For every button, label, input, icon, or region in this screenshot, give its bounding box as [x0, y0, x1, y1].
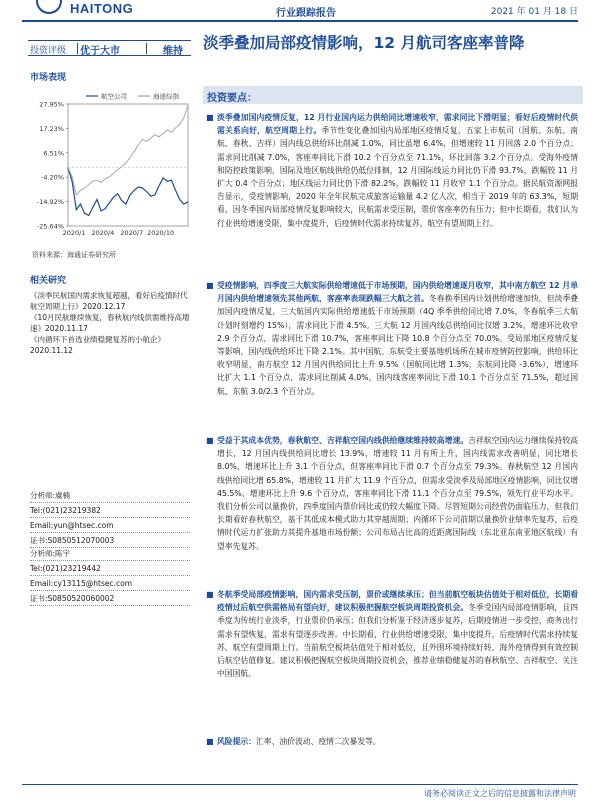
- key-points-label: 投资要点：: [207, 93, 257, 104]
- x-tick-label: 2020/1: [62, 229, 86, 237]
- x-tick-label: 2020/10: [147, 229, 175, 237]
- key-point: [206, 588, 578, 680]
- bullet-icon: ■: [206, 113, 214, 122]
- key-point-highlight: 冬航季受局部疫情影响，国内需求受压制，票价或继续承压；但当前航空板块估值处于相对低位，长期看疫情过后航空供需格局有望向好，建议积极把握航空板块周期投资机会。: [217, 590, 578, 613]
- analyst-cert: 证书:S0850512070003: [30, 533, 190, 548]
- key-point-highlight: 受疫情影响，四季度三大航实际供给增速低于市场预期，国内供给增速逐月收窄，其中南方航空 12 月单月国内供给增速领先其他两航，客座率表现跌幅三大航之首。: [217, 281, 578, 304]
- analyst-email[interactable]: Email:yun@htsec.com: [30, 518, 190, 533]
- chart-svg: [28, 88, 193, 238]
- y-tick-label: -25.64%: [36, 222, 64, 231]
- key-point: [206, 111, 578, 230]
- key-point-body: 冬春换季国内计划供给增速加快，但淡季叠加国内疫情反复，三大航国内实际供给增速低于市场预期（4Q 季季供给同比增 7.0%，冬春航季三大航计划时刻增约 15%），需求同比下滑 4.5%。三大航 12 月国内线总供给同比仅增 3.2%，增速环比收窄 2.9 个百分点，需求同比下滑 10.7%，客座率同比下降 10.8 个百分点至 70.0%。受局部地区疫情反复等影响，国内线供给环比下降 2.1%。其中国航、东航受主要基地机场所在城市疫情防控影响，供给环比收窄明显，南方航空 12 月国内供给同比上升 9.5%（国航同比增 1.3%，东航同比降 -3.6%），增速环比扩大 1.1 个百分点，需求同比削减 4.0%，国内线客座率同比下滑 10.1 个百分点至 71.5%，超过国航、东航 3.0/2.3 个百分点。: [217, 294, 578, 396]
- rating-value: 优于大市: [80, 46, 120, 57]
- series-line: [68, 168, 188, 216]
- research-item[interactable]: 《淡季民航国内需求恢复超越，看好后疫情时代航空周期上行》2020.12.17: [30, 291, 188, 311]
- bullet-icon: ■: [206, 436, 214, 445]
- y-tick-label: 6.51%: [43, 149, 64, 158]
- related-research-title: 相关研究: [30, 276, 67, 286]
- x-tick-label: 2020/4: [91, 229, 115, 237]
- investment-rating: [28, 40, 191, 56]
- key-point-body: 汇率、油价波动、疫情二次暴发等。: [255, 737, 381, 746]
- legend-label: 海通综指: [153, 92, 179, 101]
- series-line: [68, 105, 188, 195]
- research-item[interactable]: 《10月民航继续恢复，春秋航内线供需维持高增速》2020.11.17: [30, 313, 190, 333]
- analyst-cert: 证书:S0850520060002: [30, 591, 190, 606]
- brand-name: HAITONG: [70, 1, 134, 16]
- market-performance-title: 市场表现: [30, 73, 67, 83]
- key-point: [206, 735, 578, 748]
- haitong-logo: [22, 0, 142, 20]
- bullet-icon: ■: [206, 737, 214, 746]
- y-tick-label: 17.23%: [39, 124, 64, 133]
- rating-divider: [77, 43, 78, 54]
- key-point-highlight: 淡季叠加国内疫情反复，12 月行业国内运力供给同比增速收窄，需求同比下滑明显；看好后疫情时代供需关系向好，航空周期上行。: [217, 113, 578, 136]
- key-point: [206, 434, 578, 553]
- rating-divider: [146, 43, 147, 54]
- y-tick-label: -4.20%: [41, 173, 64, 182]
- footer-disclaimer: 请务必阅读正文之后的信息披露和法律声明: [424, 789, 576, 798]
- legend-label: 航空公司: [101, 92, 127, 101]
- footer-divider: [22, 784, 578, 785]
- analyst-tel: Tel:(021)23219442: [30, 561, 190, 576]
- report-date: 2021 年 01 月 18 日: [490, 7, 578, 17]
- header-divider: [22, 20, 578, 22]
- analyst-name: 分析师:虞楠: [30, 488, 190, 503]
- plot-frame: [68, 104, 188, 226]
- analyst-name: 分析师:陈宇: [30, 546, 190, 561]
- chart-source: 资料来源：海通证券研究所: [32, 251, 116, 259]
- logo-mark-icon: [36, 0, 62, 14]
- related-research-list: [30, 290, 190, 356]
- key-point-highlight: 风险提示：: [217, 737, 256, 746]
- rating-label: 投资评级: [30, 46, 67, 56]
- key-point-body: 冬季受国内局部疫情影响，且四季度为传统行业淡季，行业票价仍承压；但我们分析鉴于经济逐步复苏，后期疫情进一步受控，商务出行需求有望恢复，需求有望逐步改善。中长期看，行业供给增速受限，集中度提升，后疫情时代需求持续复苏，航空有望周期上行。当前航空板块估值处于相对低位，且外围环境持续好转，海外疫情得到有效控制后航空估值修复。建议积极把握航空板块周期投资机会，推荐业绩稳健复苏的春秋航空、吉祥航空、关注中国国航。: [217, 603, 579, 679]
- report-type: 行业跟踪报告: [276, 8, 336, 19]
- page-header: [0, 0, 600, 22]
- analyst-email[interactable]: Email:cy13115@htsec.com: [30, 576, 190, 591]
- analyst-card: [30, 488, 190, 548]
- y-tick-label: 27.95%: [39, 100, 64, 109]
- key-points-header: [203, 86, 583, 104]
- bullet-icon: ■: [206, 590, 214, 599]
- key-point: [206, 279, 578, 398]
- research-item[interactable]: 《内循环下首选业绩稳健复苏的小航企》2020.11.12: [30, 335, 165, 355]
- y-tick-label: -14.92%: [36, 198, 64, 207]
- report-title: 淡季叠加局部疫情影响，12 月航司客座率普降: [203, 34, 525, 52]
- analyst-card: [30, 546, 190, 606]
- key-point-body: 吉祥航空国内运力继续保持较高增长，12 月国内线供给同比增长 13.9%，增速较 11 月有所上升，国内线需求改善明显，同比增长 8.0%，增速环比上升 3.1 个百分点，但客座率同比下滑 0.7 个百分点至 79.3%。春秋航空 12 月国内线供给同比增 65.8%，增速较 11 月扩大 11.9 个百分点，但需求受淡季及局部地区疫情影响，同比仅增 45.5%，增速环比上升 9.6 个百分点，客座率同比下滑 11.1 个百分点至 79.5%，领先行业平均水平。我们分析公司以量换价，四季度国内票价同比或仍较大幅度下降。尽管短期公司经营仍面临压力，但我们长期看好春秋航空，基于其低成本模式助力其穿越周期；内循环下公司前期以量换价业绩率先复苏，后疫情时代运力扩张助力其提升基地市场份额；公司布局占比高的近距离国际线（东北亚东南亚地区航线）有望率先复苏。: [217, 436, 579, 551]
- market-performance-chart: [28, 88, 193, 237]
- bullet-icon: ■: [206, 281, 214, 290]
- rating-action: 维持: [163, 46, 183, 57]
- analyst-tel: Tel:(021)23219382: [30, 503, 190, 518]
- key-point-body: 季节性变化叠加国内局部地区疫情反复，五家上市航司（国航、东航、南航、春秋、吉祥）国内线总供给环比削减 1.0%，同比虽增 6.4%，但增速较 11 月回落 2.0 个百分点；需求同比削减 7.0%，客座率同比下滑 10.2 个百分点至 71.1%，环比回落 3.2 个百分点。受海外疫情和防控政策影响，国际及地区航线供给仍低位徘徊，12 月国际线运力同比仍下滑 93.7%，跌幅较 11 月扩大 0.4 个百分点；地区线运力同比仍下滑 82.2%，跌幅较 11 月收窄 1.1 个百分点。据民航资源网报告显示，受疫情影响，2020 年全年民航完成旅客运输量 4.2 亿人次，相当于 2019 年的 63.3%，短期看，因冬季国内局部疫情反复影响较大，民航需求受压制，票价客座率仍有压力；但中长期看，我们认为行业供给增速受限，集中度提升，后疫情时代需求持续复苏，航空有望周期上行。: [217, 126, 579, 228]
- key-point-highlight: 受益于其成本优势，春秋航空、吉祥航空国内线供给继续维持较高增速。: [217, 436, 469, 445]
- x-tick-label: 2020/7: [120, 229, 144, 237]
